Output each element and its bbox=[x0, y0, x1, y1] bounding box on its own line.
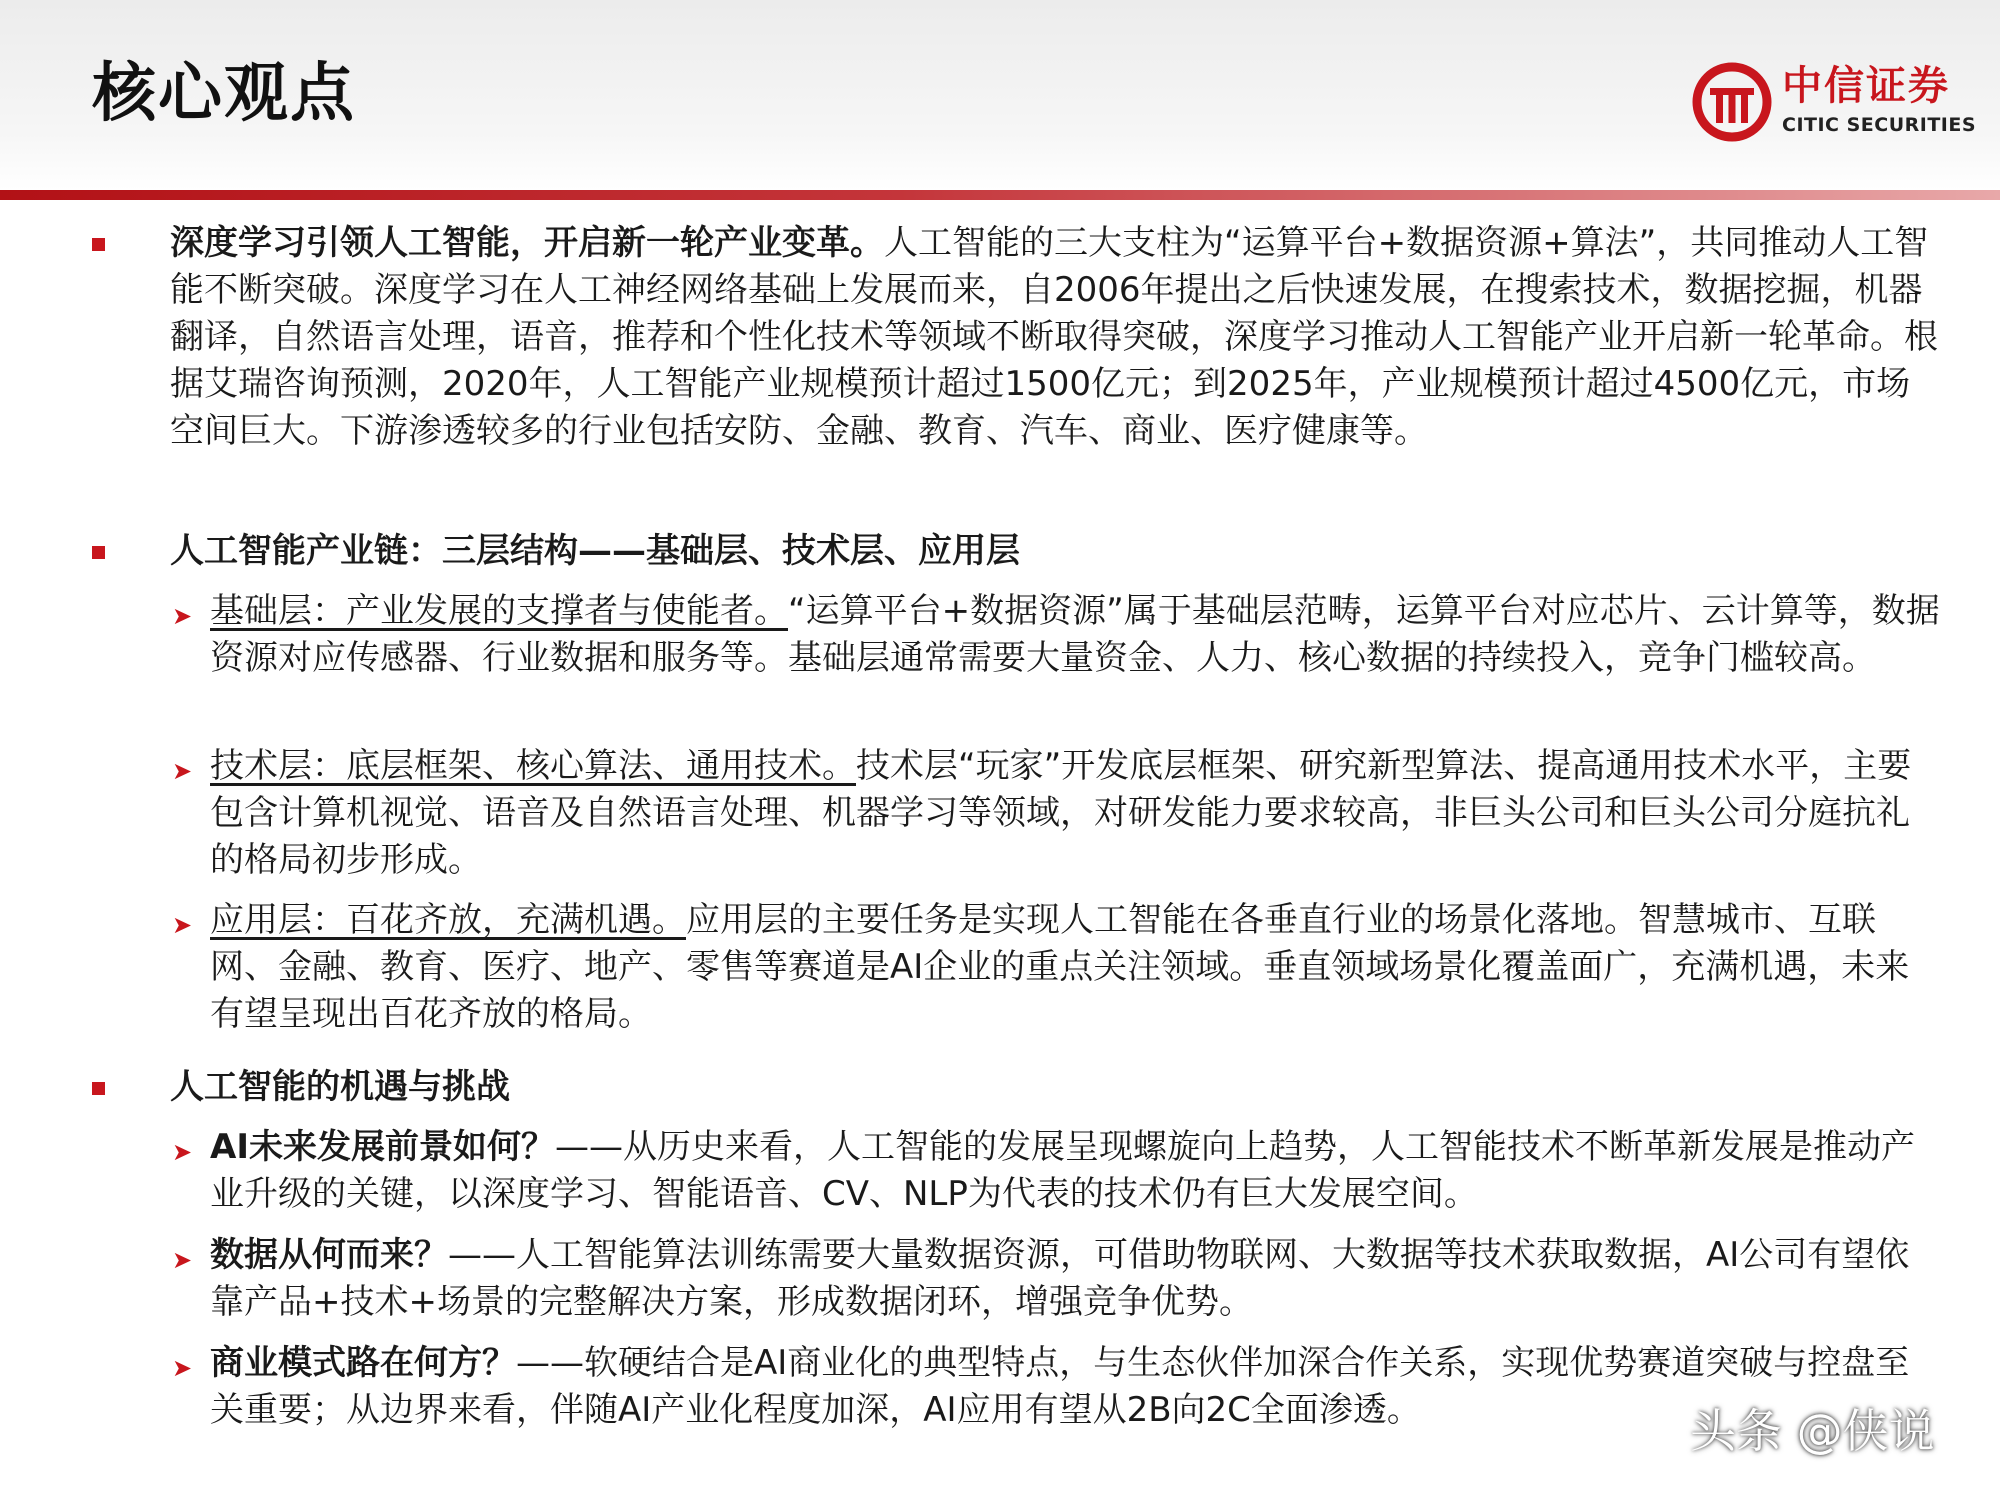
sub-item-data-source bbox=[210, 1232, 1940, 1326]
sub-item-body: ——软硬结合是AI商业化的典型特点，与生态伙伴加深合作关系，实现优势赛道突破与控盘至关重要；从边界来看，伴随AI产业化程度加深，AI应用有望从2B向2C全面渗透。 bbox=[210, 1343, 1910, 1430]
arrow-bullet-icon: ➤ bbox=[172, 1246, 193, 1274]
section-body: 人工智能的三大支柱为“运算平台+数据资源+算法”，共同推动人工智能不断突破。深度学习在人工神经网络基础上发展而来，自2006年提出之后快速发展，在搜索技术，数据挖掘，机器翻译，自然语言处理，语音，推荐和个性化技术等领域不断取得突破，深度学习推动人工智能产业开启新一轮革命。根据艾瑞咨询预测，2020年，人工智能产业规模预计超过1500亿元；到2025年，产业规模预计超过4500亿元，市场空间巨大。下游渗透较多的行业包括安防、金融、教育、汽车、商业、医疗健康等。 bbox=[170, 223, 1938, 451]
arrow-bullet-icon: ➤ bbox=[172, 1138, 193, 1166]
sub-item-lead: 应用层：百花齐放，充满机遇。 bbox=[210, 900, 686, 940]
bullet-square-icon bbox=[92, 546, 105, 559]
sub-item-body: “运算平台+数据资源”属于基础层范畴，运算平台对应芯片、云计算等，数据资源对应传感器、行业数据和服务等。基础层通常需要大量资金、人力、核心数据的持续投入，竞争门槛较高。 bbox=[210, 591, 1940, 678]
arrow-bullet-icon: ➤ bbox=[172, 1354, 193, 1382]
section-deep-learning bbox=[170, 220, 1940, 455]
sub-item-business-model bbox=[210, 1340, 1940, 1434]
logo-chinese-name: 中信证券 bbox=[1782, 63, 1950, 109]
sub-item-lead: 技术层：底层框架、核心算法、通用技术。 bbox=[210, 746, 856, 786]
arrow-bullet-icon: ➤ bbox=[172, 602, 193, 630]
page-title: 核心观点 bbox=[92, 57, 356, 131]
sub-item-ai-outlook bbox=[210, 1124, 1940, 1218]
sub-item-lead: 商业模式路在何方？ bbox=[210, 1343, 516, 1383]
sub-item-body: 技术层“玩家”开发底层框架、研究新型算法、提高通用技术水平，主要包含计算机视觉、语音及自然语言处理、机器学习等领域，对研发能力要求较高，非巨头公司和巨头公司分庭抗礼的格局初步形成。 bbox=[210, 746, 1912, 880]
sub-item-lead: AI未来发展前景如何？ bbox=[210, 1127, 555, 1167]
sub-item-body: ——从历史来看，人工智能的发展呈现螺旋向上趋势，人工智能技术不断革新发展是推动产业升级的关键，以深度学习、智能语音、CV、NLP为代表的技术仍有巨大发展空间。 bbox=[210, 1127, 1915, 1214]
section-lead: 深度学习引领人工智能，开启新一轮产业变革。 bbox=[170, 223, 884, 263]
arrow-bullet-icon: ➤ bbox=[172, 911, 193, 939]
sub-item-tech-layer bbox=[210, 743, 1940, 884]
sub-item-base-layer bbox=[210, 588, 1940, 682]
sub-item-body: 应用层的主要任务是实现人工智能在各垂直行业的场景化落地。智慧城市、互联网、金融、教育、医疗、地产、零售等赛道是AI企业的重点关注领域。垂直领域场景化覆盖面广，充满机遇，未来有望呈现出百花齐放的格局。 bbox=[210, 900, 1910, 1034]
arrow-bullet-icon: ➤ bbox=[172, 757, 193, 785]
bullet-square-icon bbox=[92, 238, 105, 251]
sub-item-body: ——人工智能算法训练需要大量数据资源，可借助物联网、大数据等技术获取数据，AI公司有望依靠产品+技术+场景的完整解决方案，形成数据闭环，增强竞争优势。 bbox=[210, 1235, 1910, 1322]
sub-item-app-layer bbox=[210, 897, 1940, 1038]
sub-item-lead: 基础层：产业发展的支撑者与使能者。 bbox=[210, 591, 788, 631]
section-title-industry-chain: 人工智能产业链：三层结构——基础层、技术层、应用层 bbox=[170, 531, 1020, 571]
section-title-opportunities: 人工智能的机遇与挑战 bbox=[170, 1067, 510, 1107]
watermark: 头条 @侠说 bbox=[1690, 1404, 1935, 1458]
bullet-square-icon bbox=[92, 1082, 105, 1095]
sub-item-lead: 数据从何而来？ bbox=[210, 1235, 448, 1275]
logo-english-name: CITIC SECURITIES bbox=[1782, 114, 1977, 136]
